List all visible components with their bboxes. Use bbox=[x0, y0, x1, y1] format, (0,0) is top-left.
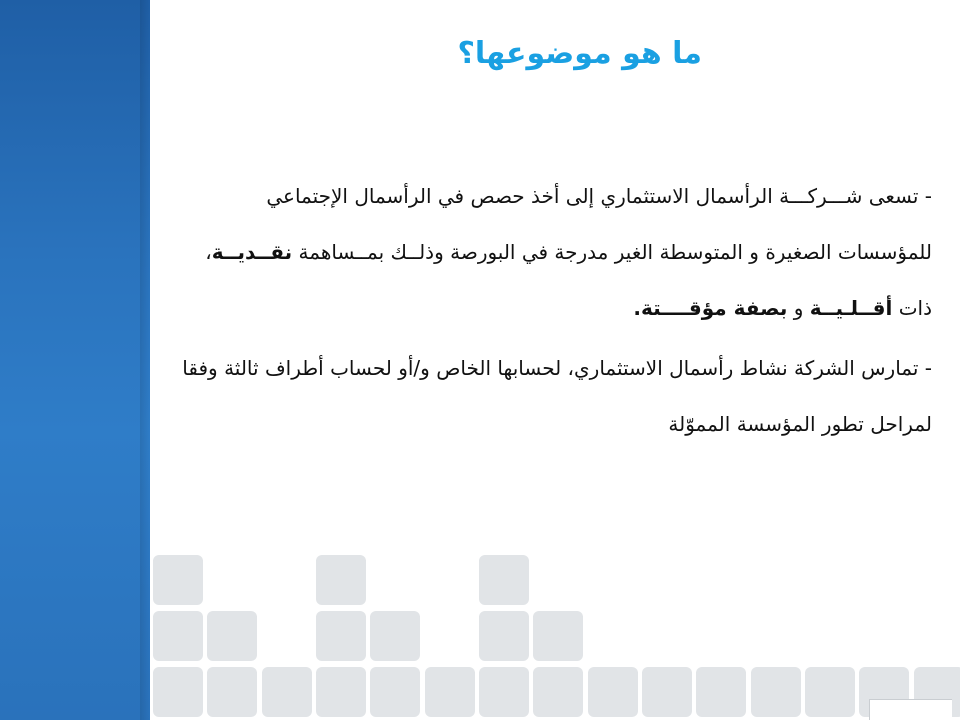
decorative-tile bbox=[642, 667, 692, 717]
emphasis-minority: أقــلـيــة bbox=[809, 296, 893, 320]
decorative-tile-pattern bbox=[150, 550, 960, 720]
paragraph-1 bbox=[175, 168, 932, 336]
decorative-tile bbox=[153, 555, 203, 605]
decorative-tile bbox=[533, 667, 583, 717]
paragraph-2: - تمارس الشركة نشاط رأسمال الاستثماري، لحسابها الخاص و/أو لحساب أطراف ثالثة وفقا لمراحل تطور المؤسسة المموّلة bbox=[182, 356, 932, 436]
paragraph-1-mid-2: و bbox=[787, 296, 810, 320]
decorative-tile bbox=[207, 667, 257, 717]
decorative-tile bbox=[425, 667, 475, 717]
decorative-tile bbox=[316, 667, 366, 717]
left-decorative-band bbox=[0, 0, 150, 720]
decorative-tile bbox=[207, 611, 257, 661]
emphasis-temporary: بصفة مؤقــــتة. bbox=[633, 296, 788, 320]
decorative-tile bbox=[479, 611, 529, 661]
decorative-tile bbox=[805, 667, 855, 717]
decorative-tile bbox=[696, 667, 746, 717]
paragraph-1-mid-1: ، ذات bbox=[205, 240, 932, 320]
corner-patch bbox=[869, 699, 952, 720]
emphasis-cash: نقــديــة bbox=[211, 240, 293, 264]
decorative-tile bbox=[588, 667, 638, 717]
decorative-tile bbox=[370, 611, 420, 661]
decorative-tile bbox=[479, 555, 529, 605]
decorative-tile bbox=[479, 667, 529, 717]
decorative-tile bbox=[370, 667, 420, 717]
decorative-tile bbox=[316, 555, 366, 605]
slide-body bbox=[175, 168, 932, 452]
decorative-tile bbox=[262, 667, 312, 717]
decorative-tile bbox=[153, 667, 203, 717]
slide-title: ما هو موضوعها؟ bbox=[457, 36, 702, 71]
decorative-tile bbox=[153, 611, 203, 661]
decorative-tile bbox=[533, 611, 583, 661]
decorative-tile bbox=[316, 611, 366, 661]
paragraph-1-intro: - تسعى شـــركـــة الرأسمال الاستثماري إلى أخذ حصص في الرأسمال الإجتماعي للمؤسسات الصغيرة و المتوسطة الغير مدرجة في البورصة وذلــك بمــساهمة bbox=[266, 184, 932, 264]
decorative-tile bbox=[751, 667, 801, 717]
